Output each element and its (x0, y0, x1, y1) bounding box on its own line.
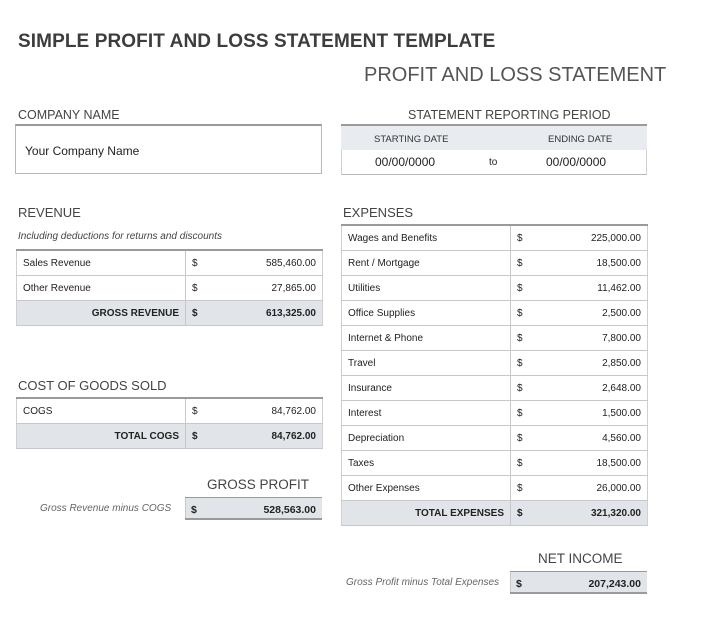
expenses-section-label: EXPENSES (343, 205, 414, 220)
expense-row-currency: $ (511, 326, 543, 351)
expense-row-amount[interactable]: 26,000.00 (543, 476, 648, 501)
company-name-field[interactable] (15, 124, 322, 174)
expense-row-currency: $ (511, 351, 543, 376)
table-row (342, 476, 648, 501)
gross-profit-box (185, 497, 322, 520)
table-row (342, 326, 648, 351)
expense-row-amount[interactable]: 18,500.00 (543, 251, 648, 276)
reporting-period-values (341, 150, 647, 175)
cogs-section-label: COST OF GOODS SOLD (18, 378, 167, 393)
gross-profit-label: GROSS PROFIT (207, 477, 310, 492)
cogs-row-amount[interactable]: 84,762.00 (218, 398, 323, 424)
net-income-amount: 207,243.00 (588, 578, 641, 590)
table-row (342, 301, 648, 326)
expense-row-currency: $ (511, 401, 543, 426)
total-expenses-currency: $ (511, 501, 543, 526)
revenue-row-amount[interactable]: 27,865.00 (218, 276, 323, 301)
total-cogs-label: TOTAL COGS (17, 424, 186, 449)
total-expenses-label: TOTAL EXPENSES (342, 501, 511, 526)
expense-row-label: Other Expenses (342, 476, 511, 501)
revenue-row-currency: $ (186, 276, 218, 301)
total-expenses-row (342, 501, 648, 526)
total-expenses-amount: 321,320.00 (543, 501, 648, 526)
ending-date-label: ENDING DATE (548, 134, 613, 145)
gross-profit-amount: 528,563.00 (263, 504, 316, 516)
gross-revenue-currency: $ (186, 301, 218, 326)
expense-row-currency: $ (511, 376, 543, 401)
table-row (342, 351, 648, 376)
company-name-label: COMPANY NAME (18, 108, 120, 122)
table-row (342, 451, 648, 476)
expense-row-currency: $ (511, 426, 543, 451)
gross-revenue-row (17, 301, 323, 326)
total-cogs-amount: 84,762.00 (218, 424, 323, 449)
expense-row-amount[interactable]: 2,850.00 (543, 351, 648, 376)
reporting-period-label: STATEMENT REPORTING PERIOD (408, 108, 611, 122)
expense-row-amount[interactable]: 4,560.00 (543, 426, 648, 451)
table-row (342, 426, 648, 451)
ending-date-field[interactable]: 00/00/0000 (546, 155, 607, 169)
net-income-currency: $ (516, 578, 522, 590)
expense-row-amount[interactable]: 11,462.00 (543, 276, 648, 301)
net-income-label: NET INCOME (538, 551, 623, 566)
expense-row-amount[interactable]: 2,500.00 (543, 301, 648, 326)
net-income-note: Gross Profit minus Total Expenses (346, 577, 500, 588)
cogs-row-currency: $ (186, 398, 218, 424)
revenue-row-label: Sales Revenue (17, 250, 186, 276)
expense-row-label: Insurance (342, 376, 511, 401)
expense-row-currency: $ (511, 476, 543, 501)
expense-row-label: Taxes (342, 451, 511, 476)
gross-profit-note: Gross Revenue minus COGS (40, 503, 172, 514)
expense-row-currency: $ (511, 251, 543, 276)
expense-row-amount[interactable]: 18,500.00 (543, 451, 648, 476)
table-row (342, 251, 648, 276)
company-name-value: Your Company Name (25, 144, 140, 158)
cogs-row-label: COGS (17, 398, 186, 424)
page-title: SIMPLE PROFIT AND LOSS STATEMENT TEMPLATE (18, 31, 496, 52)
revenue-section-label: REVENUE (18, 205, 81, 220)
expense-row-currency: $ (511, 276, 543, 301)
expense-row-label: Interest (342, 401, 511, 426)
expense-row-label: Travel (342, 351, 511, 376)
expense-row-label: Wages and Benefits (342, 225, 511, 251)
gross-revenue-amount: 613,325.00 (218, 301, 323, 326)
expenses-table (341, 224, 648, 526)
starting-date-field[interactable]: 00/00/0000 (375, 155, 436, 169)
table-row (17, 398, 323, 424)
expense-row-label: Internet & Phone (342, 326, 511, 351)
expense-row-amount[interactable]: 7,800.00 (543, 326, 648, 351)
revenue-note: Including deductions for returns and discounts (18, 231, 223, 242)
starting-date-label: STARTING DATE (374, 134, 449, 145)
table-row (342, 376, 648, 401)
total-cogs-row (17, 424, 323, 449)
period-to-text: to (489, 157, 498, 168)
cogs-table (16, 397, 323, 449)
expense-row-amount[interactable]: 2,648.00 (543, 376, 648, 401)
table-row (17, 276, 323, 301)
table-row (342, 276, 648, 301)
revenue-row-currency: $ (186, 250, 218, 276)
expense-row-label: Depreciation (342, 426, 511, 451)
expense-row-label: Utilities (342, 276, 511, 301)
expense-row-amount[interactable]: 225,000.00 (543, 225, 648, 251)
expense-row-currency: $ (511, 451, 543, 476)
expense-row-currency: $ (511, 225, 543, 251)
expense-row-amount[interactable]: 1,500.00 (543, 401, 648, 426)
table-row (17, 250, 323, 276)
gross-profit-currency: $ (191, 504, 197, 516)
expense-row-currency: $ (511, 301, 543, 326)
gross-revenue-label: GROSS REVENUE (17, 301, 186, 326)
reporting-period-header (341, 124, 647, 150)
total-cogs-currency: $ (186, 424, 218, 449)
revenue-table (16, 249, 323, 326)
revenue-row-amount[interactable]: 585,460.00 (218, 250, 323, 276)
expense-row-label: Office Supplies (342, 301, 511, 326)
table-row (342, 401, 648, 426)
table-row (342, 225, 648, 251)
statement-heading: PROFIT AND LOSS STATEMENT (364, 64, 667, 86)
net-income-box (510, 571, 647, 594)
revenue-row-label: Other Revenue (17, 276, 186, 301)
expense-row-label: Rent / Mortgage (342, 251, 511, 276)
